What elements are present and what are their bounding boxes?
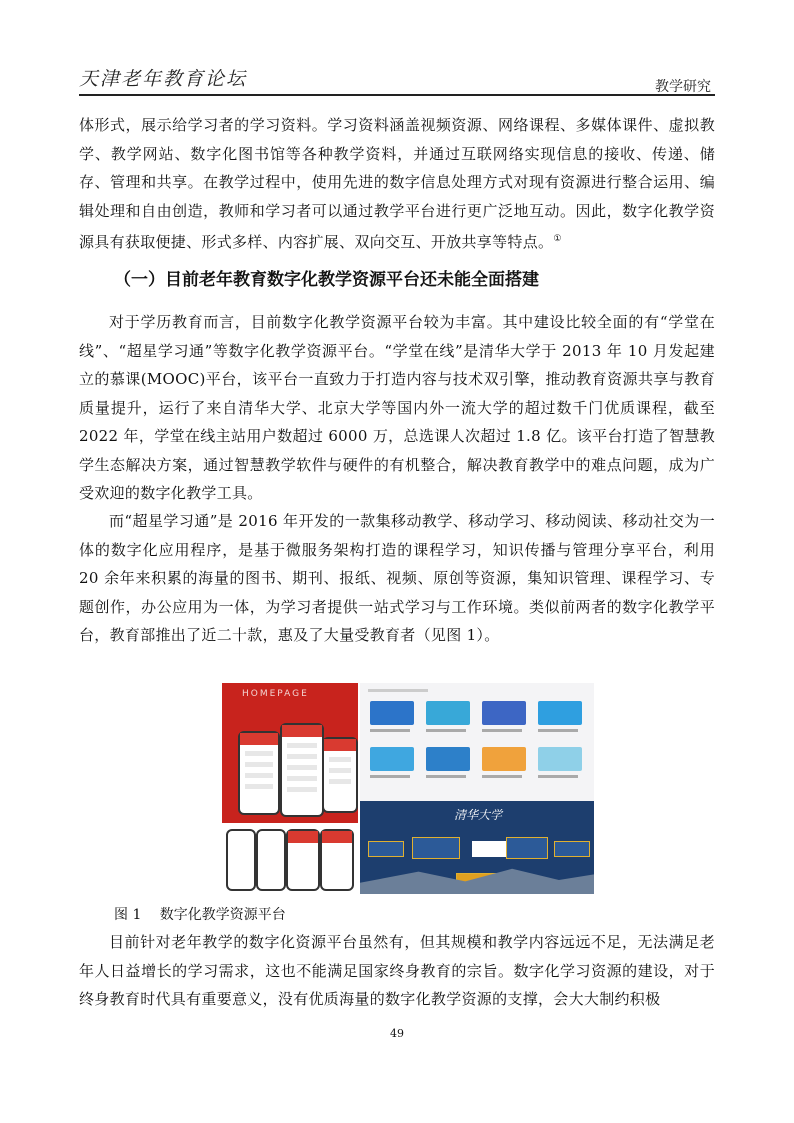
course-thumbnail xyxy=(370,747,414,771)
paragraph-1-text: 体形式，展示给学习者的学习资料。学习资料涵盖视频资源、网络课程、多媒体课件、虚拟教学、教学网站、数字化图书馆等各种教学资料，并通过互联网络实现信息的接收、传递、储存、管理和共享。在教学过程中，使用先进的数字信息处理方式对现有资源进行整合运用、编辑处理和自由创造，教师和学习者可以通过教学平台进行更广泛地互动。因此，数字化教学资源具有获取便捷、形式多样、内容扩展、双向交互、开放共享等特点。 xyxy=(79,116,715,251)
paragraph-4: 目前针对老年教学的数字化资源平台虽然有，但其规模和教学内容远远不足，无法满足老年人日益增长的学习需求，这也不能满足国家终身教育的宗旨。数字化学习资源的建设，对于终身教育时代具有重要意义，没有优质海量的数字化教学资源的支撑，会大大制约积极 xyxy=(79,933,715,1008)
footnote-marker: ① xyxy=(553,234,562,244)
figure-caption: 图 1 数字化教学资源平台 xyxy=(114,907,286,923)
course-thumbnail xyxy=(482,747,526,771)
paragraph-1 xyxy=(79,111,715,257)
journal-title: 天津老年教育论坛 xyxy=(79,68,248,90)
diagram-box xyxy=(368,841,404,857)
phone-mockup xyxy=(226,829,256,891)
course-thumbnail xyxy=(538,701,582,725)
diagram-box xyxy=(506,837,548,859)
diagram-box xyxy=(554,841,590,857)
phone-mockup xyxy=(322,737,358,813)
course-thumbnail xyxy=(482,701,526,725)
paragraph-2: 对于学历教育而言，目前数字化教学资源平台较为丰富。其中建设比较全面的有“学堂在线”、“超星学习通”等数字化教学资源平台。“学堂在线”是清华大学于 2013 年 10 月发起建立的慕课(MOOC)平台，该平台一直致力于打造内容与技术双引擎，推动教育资源共享与教育质量提升，运行了来自清华大学、北京大学等国内外一流大学的超过数千门优质课程，截至 2022 年，学堂在线主站用户数超过 6000 万，总选课人次超过 1.8 亿。该平台打造了智慧教学生态解决方案，通过智慧教学软件与硬件的有机整合，解决教育教学中的难点问题，成为广受欢迎的数字化教学工具。 xyxy=(79,313,715,502)
page-header xyxy=(79,58,715,96)
phone-mockup xyxy=(286,829,320,891)
phone-mockup xyxy=(280,723,324,817)
section-heading: （一）目前老年教育数字化教学资源平台还未能全面搭建 xyxy=(114,270,539,290)
section-label: 教学研究 xyxy=(655,79,711,95)
mountain-graphic xyxy=(360,866,594,894)
diagram-box xyxy=(412,837,460,859)
homepage-label: HOMEPAGE xyxy=(242,689,309,699)
app-screens-panel xyxy=(222,683,358,894)
figure-1-image xyxy=(222,683,594,894)
phone-mockup xyxy=(320,829,354,891)
course-thumbnail xyxy=(426,747,470,771)
course-thumbnail xyxy=(426,701,470,725)
phone-strip xyxy=(222,823,358,894)
page-number: 49 xyxy=(390,1027,404,1040)
phone-mockup xyxy=(238,731,280,815)
course-grid-panel xyxy=(360,683,594,801)
platform-diagram-panel xyxy=(360,801,594,894)
course-thumbnail xyxy=(538,747,582,771)
tsinghua-logo: 清华大学 xyxy=(454,808,503,822)
paragraph-3: 而“超星学习通”是 2016 年开发的一款集移动教学、移动学习、移动阅读、移动社交为一体的数字化应用程序，是基于微服务架构打造的课程学习，知识传播与管理分享平台，利用 20 余年来积累的海量的图书、期刊、报纸、视频、原创等资源，集知识管理、课程学习、专题创作，办公应用为一体，为学习者提供一站式学习与工作环境。类似前两者的数字化教学平台，教育部推出了近二十款，惠及了大量受教育者（见图 1）。 xyxy=(79,512,715,644)
phone-mockup xyxy=(256,829,286,891)
course-thumbnail xyxy=(370,701,414,725)
